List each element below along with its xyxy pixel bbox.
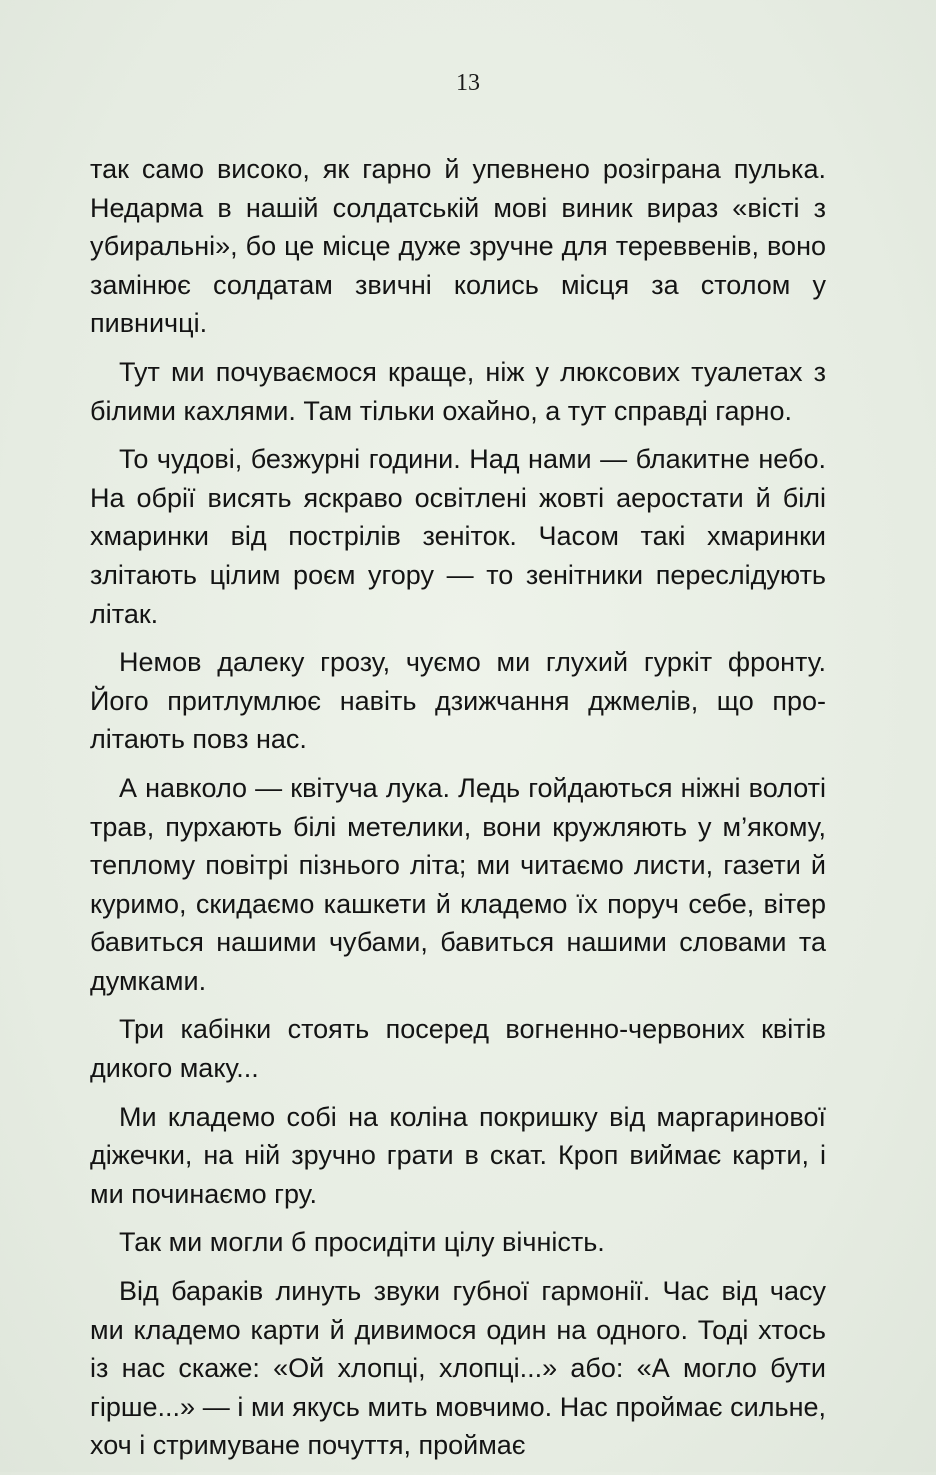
paragraph-8: Так ми могли б просидіти цілу вічність. <box>119 1227 605 1258</box>
paragraph-2: Тут ми почуваємося краще, ніж у люксових туалетах з білими кахлями. Там тільки охайно, а тут справді гарно. <box>90 356 826 426</box>
paragraph-3: То чудові, безжурні години. Над нами — блакитне небо. На обрії висять яскраво освітлені жовті аеростати й білі хмаринки від пострілів зеніток. Часом такі хмаринки злітають цілим роєм угору — то зенітники переслідують літак. <box>90 444 826 629</box>
page-number: 13 <box>456 70 480 96</box>
paragraph-9: Від бараків линуть звуки губної гармонії. Час від часу ми кладемо карти й дивимося один на одного. Тоді хтось із нас скаже: «Ой хлопці, хлопці...» або: «А могло бути гірше...» — і ми якусь мить мовчимо. Нас проймає сильне, хоч і стримуване почуття, проймає <box>90 1276 826 1461</box>
paragraph-6: Три кабінки стоять посеред вогненно-червоних квітів дикого маку... <box>90 1014 826 1084</box>
paragraph-7: Ми кладемо собі на коліна покришку від маргаринової діжечки, на ній зручно грати в скат. Кроп виймає карти, і ми починаємо гру. <box>90 1101 826 1209</box>
body-text <box>90 150 826 1475</box>
paragraph-4: Немов далеку грозу, чуємо ми глухий гуркіт фронту. Його притлумлює навіть дзижчання джмелів, що пролітають повз нас. <box>90 647 826 755</box>
paragraph-1: так само високо, як гарно й упевнено розіграна пулька. Недарма в нашій солдатській мові виник вираз «вісті з убиральні», бо це місце дуже зручне для тереввенів, воно замінює солдатам звичні колись місця за столом у пивничці. <box>90 154 826 339</box>
paragraph-5: А навколо — квітуча лука. Ледь гойдаються ніжні волоті трав, пурхають білі метелики, вони кружляють у м’якому, теплому повітрі пізнього літа; ми читаємо листи, газети й куримо, скидаємо кашкети й кладемо їх поруч себе, вітер бавиться нашими чубами, бавиться нашими словами та думками. <box>90 772 826 996</box>
